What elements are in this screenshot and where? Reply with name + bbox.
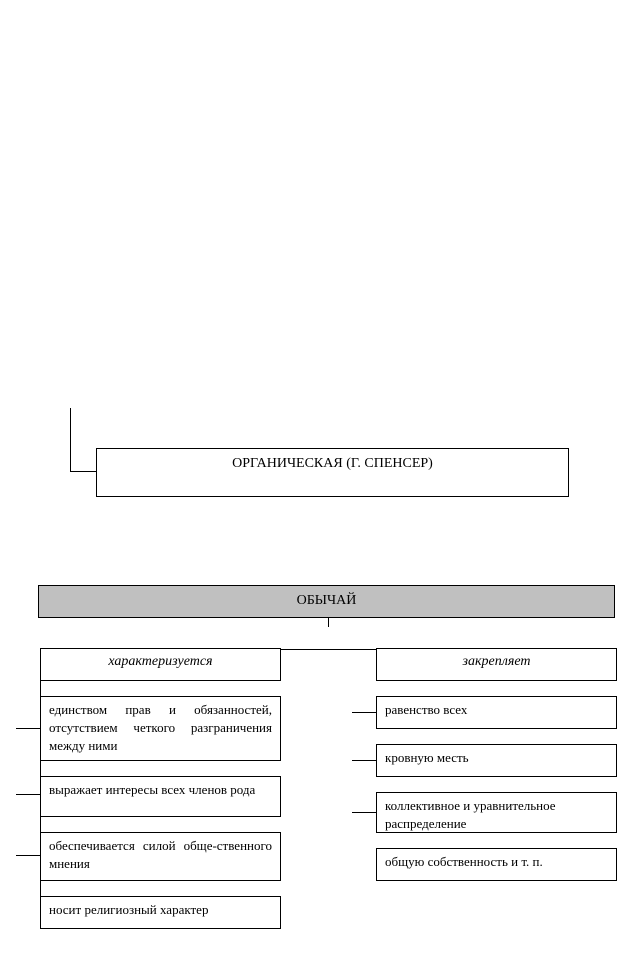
left-item-2-text: выражает интересы всех членов рода [49,782,256,797]
right-item-1-text: равенство всех [385,702,468,717]
connector-vertical [70,408,71,472]
right-stub-1 [352,712,376,713]
title-stem [328,618,329,627]
branch-bar [280,649,377,650]
custom-title-label: ОБЫЧАЙ [296,593,357,608]
left-item-4 [40,896,281,929]
characterized-label: характеризуется [108,654,213,669]
left-stub-2 [16,794,40,795]
left-item-4-text: носит религиозный характер [49,902,209,917]
left-stub-1 [16,728,40,729]
right-stub-3 [352,812,376,813]
left-item-1-text: единством прав и обязанностей, отсутствием четкого разграничения между ними [49,702,272,753]
custom-title-box [38,585,615,618]
left-item-3-text: обеспечивается силой обще-ственного мнения [49,838,272,871]
left-stub-3 [16,855,40,856]
right-item-3 [376,792,617,833]
left-item-3 [40,832,281,881]
right-item-4 [376,848,617,881]
organic-theory-box [96,448,569,497]
organic-theory-label: ОРГАНИЧЕСКАЯ (Г. СПЕНСЕР) [232,456,433,471]
right-item-2-text: кровную месть [385,750,469,765]
right-item-3-text: коллективное и уравнительное распределение [385,798,556,831]
connector-horizontal [70,471,97,472]
right-item-1 [376,696,617,729]
left-item-1 [40,696,281,761]
secures-header [376,648,617,681]
right-stub-2 [352,760,376,761]
right-item-4-text: общую собственность и т. п. [385,854,543,869]
right-item-2 [376,744,617,777]
left-item-2 [40,776,281,817]
secures-label: закрепляет [462,654,531,669]
characterized-header [40,648,281,681]
